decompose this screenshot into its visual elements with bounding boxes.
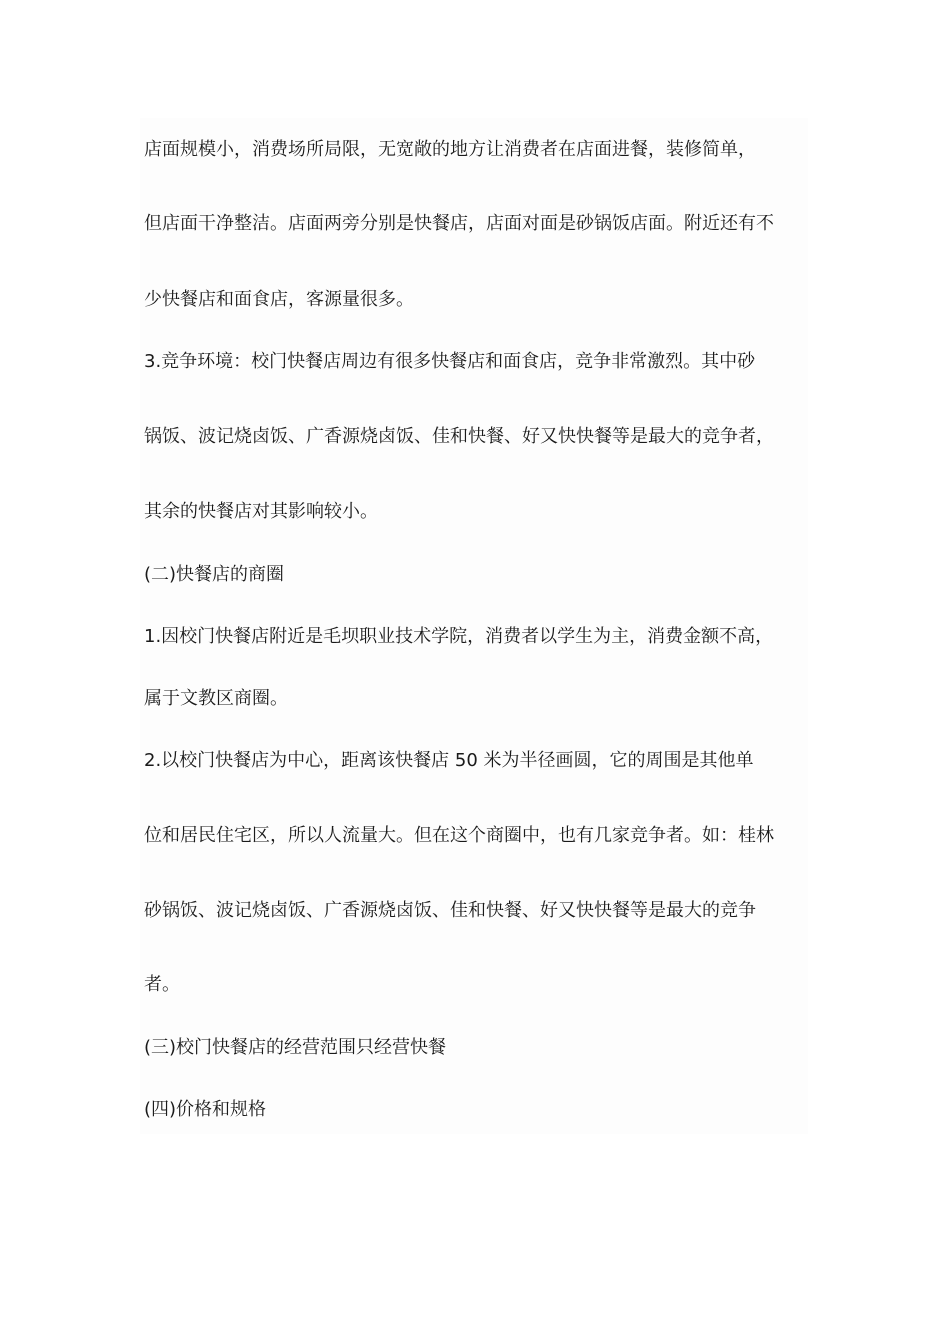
section-heading: (二)快餐店的商圈 — [144, 564, 285, 585]
paragraph-line: 者。 — [144, 974, 180, 995]
section-heading: (三)校门快餐店的经营范围只经营快餐 — [144, 1037, 447, 1058]
paragraph-line: 属于文教区商圈。 — [144, 688, 288, 709]
paragraph-line: 少快餐店和面食店，客源量很多。 — [144, 289, 414, 310]
paragraph-line: 1.因校门快餐店附近是毛坝职业技术学院，消费者以学生为主，消费金额不高， — [144, 626, 774, 647]
paragraph-line: 位和居民住宅区，所以人流量大。但在这个商圈中，也有几家竞争者。如：桂林 — [144, 825, 774, 846]
paragraph-line: 2.以校门快餐店为中心，距离该快餐店 50 米为半径画圆，它的周围是其他单 — [144, 750, 754, 771]
paragraph-line: 3.竞争环境：校门快餐店周边有很多快餐店和面食店，竞争非常激烈。其中砂 — [144, 351, 756, 372]
paragraph-line: 但店面干净整洁。店面两旁分别是快餐店，店面对面是砂锅饭店面。附近还有不 — [144, 213, 774, 234]
paragraph-line: 其余的快餐店对其影响较小。 — [144, 501, 378, 522]
paragraph-line: 锅饭、波记烧卤饭、广香源烧卤饭、佳和快餐、好又快快餐等是最大的竞争者， — [144, 426, 774, 447]
section-heading: (四)价格和规格 — [144, 1099, 267, 1120]
paragraph-line: 店面规模小，消费场所局限，无宽敞的地方让消费者在店面进餐，装修简单， — [144, 139, 756, 160]
paragraph-line: 砂锅饭、波记烧卤饭、广香源烧卤饭、佳和快餐、好又快快餐等是最大的竞争 — [144, 900, 756, 921]
